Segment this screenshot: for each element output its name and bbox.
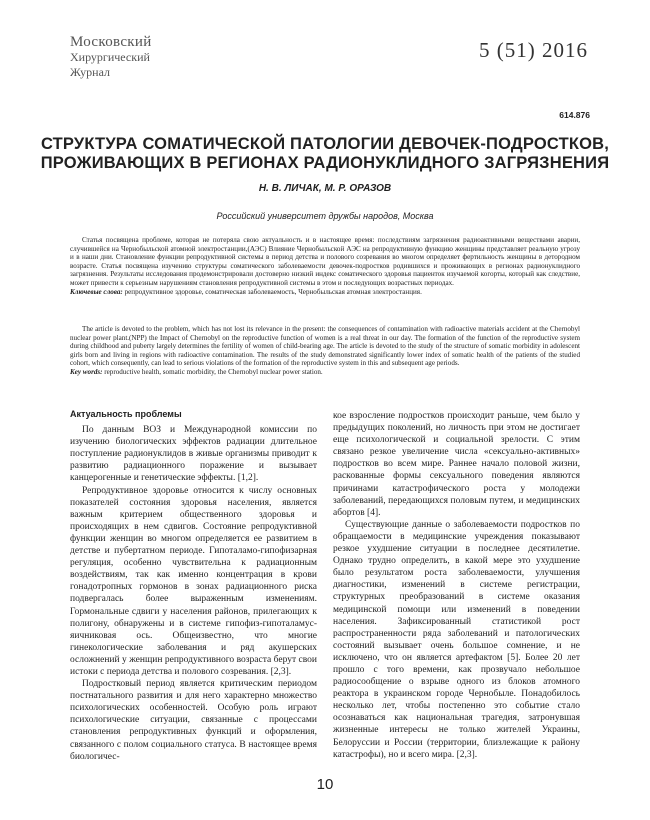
abstract-ru-text: Статья посвящена проблеме, которая не потеряла свою актуальность и в настоящее время: последствиям загрязнения радиоактивными веществами аварии, случившейся на Чернобыльской атомной электростанции,(АЭС) Влияние Чернобыльской АЭС на репродуктивную функцию женщины представляет реальную угрозу и в наши дни. Становление функции репродуктивной системы в период детства и полового созревания во многом определяет фертильность женщины в детородном возрасте. Статья посвящена изучению структуры соматического заболеваемости девочек-подростков родившихся и проживающих в регионах радионуклидного загрязнения. Результаты исследования продемонстрировали достоверно низкий индекс соматического здоровья пациенток изучаемой когорты, который как следствие, может привести к серьезным нарушениям становления репродуктивной системы в этом и последующих возрастных периодах. bbox=[70, 236, 580, 287]
journal-logo bbox=[70, 32, 190, 84]
keywords-en-label: Key words: bbox=[70, 367, 103, 376]
paragraph: Существующие данные о заболеваемости подростков по обращаемости в медицинские учреждения показывают резкое ухудшение ситуации в последнее десятилетие. Однако трудно определить, в какой мере это ухудшение было результатом роста заболеваемости, улучшения диагностики, изменений в системе регистрации, структурных преобразований в системе оказания медицинской помощи или изменений в поведении населения. Зафиксированный статистикой рост распространенности ряда заболеваний и патологических состояний вызывает очень большое сомнение, и не исключено, что он является артефактом [5]. Более 20 лет прошло с того времени, как прозвучало небольшое радиосообщение о взрыве одного из блоков атомного реактора в украинском городе Чернобыле. Понадобилось несколько лет, чтобы постепенно это событие стало осознаваться как национальная трагедия, затронувшая жизненные интересы не только жителей Украины, Белоруссии и России (территории, близлежащие к району катастрофы), но и всего мира. [2,3]. bbox=[333, 519, 580, 760]
issue-number: 5 (51) 2016 bbox=[479, 38, 588, 62]
keywords-ru-text: репродуктивное здоровье, соматическая заболеваемость, Чернобыльская атомная электростанция. bbox=[124, 287, 422, 296]
keywords-ru-label: Ключевые слова: bbox=[70, 287, 123, 296]
abstract-en bbox=[70, 325, 580, 377]
paragraph: Подростковый период является критическим периодом постнатального развития и для него характерно множество психологических особенностей. Особую роль играют психологические ситуации, связанные с процессами становления репродуктивных функций и оформления, связанного с полом социального статуса. В настоящее время биологичес- bbox=[70, 679, 317, 762]
page-number: 10 bbox=[316, 776, 334, 793]
paragraph: Репродуктивное здоровье относится к числу основных показателей состояния здоровья населения, является важным критерием общественного здоровья и происходящих в нем сдвигов. Состояние репродуктивной функции женщин во многом определяется ее развитием в детстве и пубертатном периоде. Гипоталамо-гипофизарная регуляция, особенно чувствительна к радиационным воздействиям, так как именно концентрация в крови гонадотропных гормонов в зонах радиационного риска подвергалась более выраженным изменениям. Гормональные сдвиги у населения районов, прилегающих к полигону, обнаружены и в системе гипофиз-гипоталамус-яичниковая ось. Общеизвестно, что многие гинекологические заболевания и ряд акушерских осложнений у женщин репродуктивного возраста берут свои истоки с периода детства и полового созревания. [2,3]. bbox=[70, 485, 317, 677]
logo-line-3: Журнал bbox=[70, 65, 111, 79]
section-heading: Актуальность проблемы bbox=[70, 409, 182, 419]
keywords-ru bbox=[70, 288, 580, 297]
body-column-left bbox=[70, 410, 317, 763]
logo-line-1: Московский bbox=[70, 34, 152, 50]
logo-line-2: Хирургический bbox=[70, 50, 150, 64]
udc-code: 614.876 bbox=[559, 110, 590, 120]
paragraph: По данным ВОЗ и Международной комиссии по изучению биологических эффектов радиации длительное поступление радионуклидов в живые организмы приводит к развитию радиационного поражение и вызывает канцерогенные и генетические эффекты. [1,2]. bbox=[70, 425, 317, 484]
authors: Н. В. ЛИЧАК, М. Р. ОРАЗОВ bbox=[258, 183, 392, 194]
keywords-en-text: reproductive health, somatic morbidity, the Chernobyl nuclear power station. bbox=[104, 367, 323, 376]
keywords-en bbox=[70, 368, 580, 377]
abstract-ru bbox=[70, 236, 580, 296]
abstract-en-text: The article is devoted to the problem, which has not lost its relevance in the present: the consequences of contamination with radioactive materials accident at the Chernobyl nuclear power plant.(NPP) the Impact of Chernobyl on the reproductive function of women is a real threat in our day. The formation of the function of the reproductive system during childhood and puberty largely determines the fertility of women of child-bearing age. The article is devoted to the study of the structure of somatic morbidity in adolescent girls born and living in regions with radioactive contamination. The results of the study demonstrated significantly lower index of somatic health of the patients of the studied cohort, which consequently, can lead to serious violations of the formation of the reproductive system in this and subsequent age periods. bbox=[70, 325, 580, 368]
body-column-right bbox=[333, 410, 580, 761]
article-title: СТРУКТУРА СОМАТИЧЕСКОЙ ПАТОЛОГИИ ДЕВОЧЕК-ПОДРОСТКОВ, ПРОЖИВАЮЩИХ В РЕГИОНАХ РАДИОНУКЛИДНОГО ЗАГРЯЗНЕНИЯ bbox=[40, 135, 610, 172]
paragraph: кое взросление подростков происходит раньше, чем было у предыдущих поколений, но личность при этом не достигает еще психологической и социальной зрелости. С этим связано резкое увеличение числа «сексуально-активных» подростков во всем мире. Раннее начало половой жизни, раскованные формы сексуального поведения являются причинами катастрофического роста у молодежи заболеваний, передающихся половым путем, и медицинских абортов [4]. bbox=[333, 411, 580, 518]
affiliation: Российский университет дружбы народов, Москва bbox=[216, 211, 434, 221]
